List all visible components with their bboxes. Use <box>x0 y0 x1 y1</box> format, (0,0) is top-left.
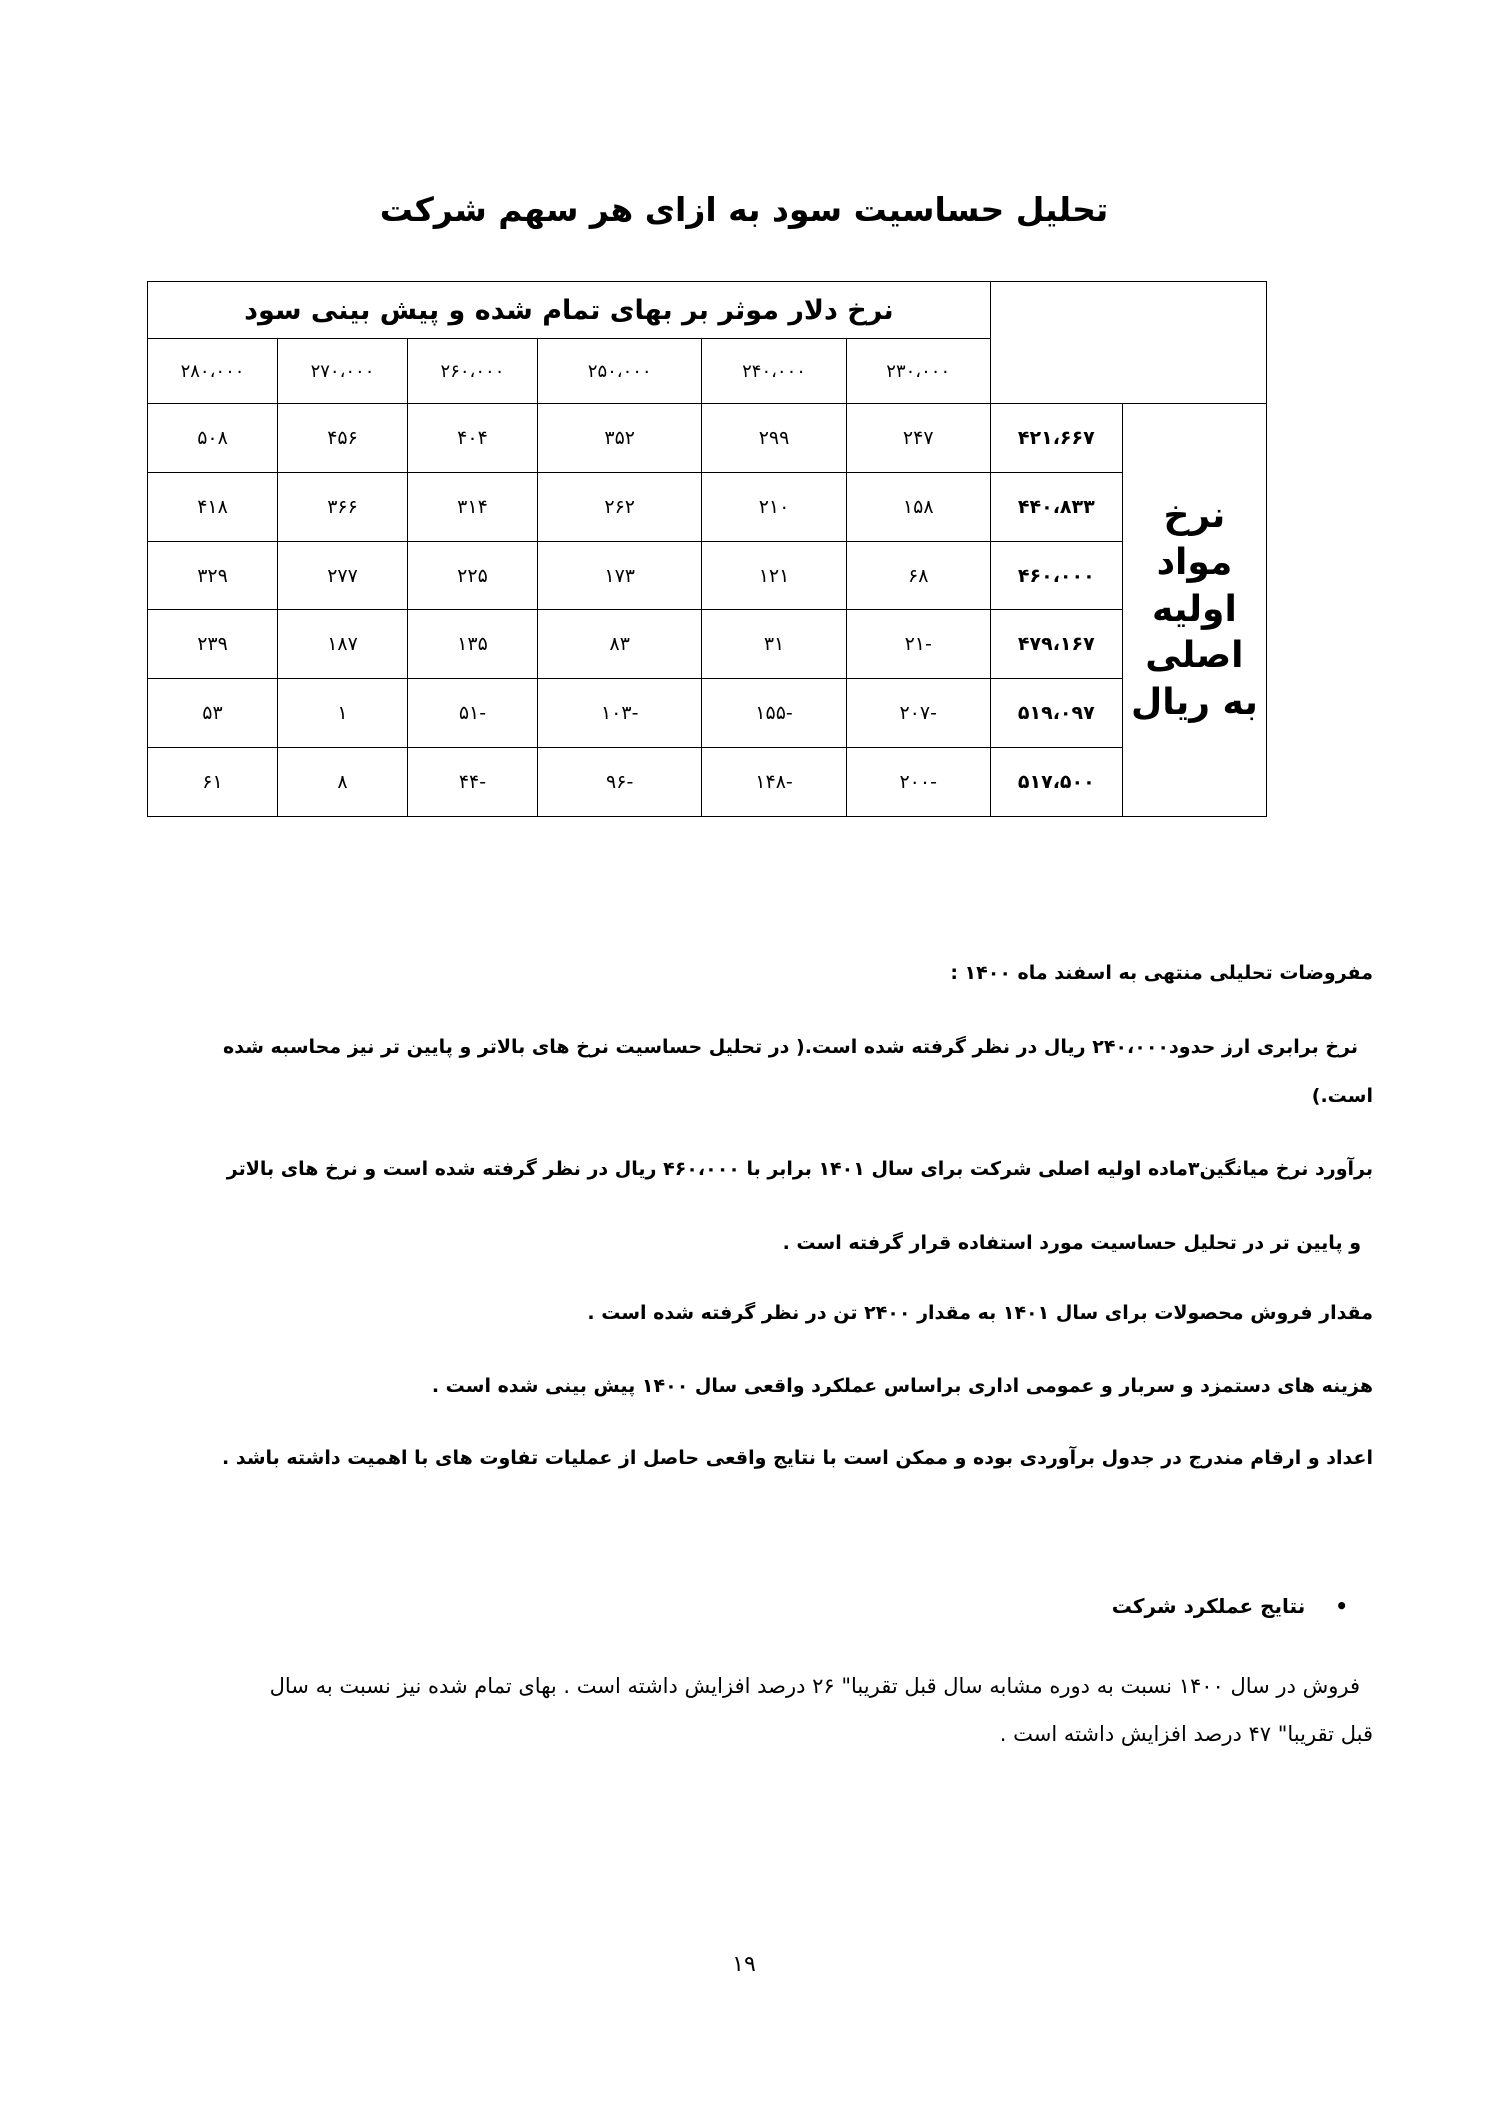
table-cell: ۳۱۴ <box>407 472 537 541</box>
row-label: ۴۲۱،۶۶۷ <box>990 404 1122 473</box>
column-header: ۲۵۰،۰۰۰ <box>537 339 701 404</box>
table-cell: ۴۰۴ <box>407 404 537 473</box>
table-cell: -۱۰۳ <box>537 679 701 748</box>
table-cell: ۳۱ <box>702 610 846 679</box>
table-row <box>148 541 1267 610</box>
table-cell: ۲۷۷ <box>278 541 408 610</box>
table-cell: ۳۶۶ <box>278 472 408 541</box>
table-cell: ۴۱۸ <box>148 472 278 541</box>
table-cell: ۲۴۷ <box>846 404 990 473</box>
table-cell: ۸ <box>278 748 408 817</box>
table-row <box>148 610 1267 679</box>
page-title: تحلیل حساسیت سود به ازای هر سهم شرکت <box>379 190 1109 229</box>
table-cell: -۱۴۸ <box>702 748 846 817</box>
assumption-raw-material-rate: برآورد نرخ میانگین۳ماده اولیه اصلی شرکت برای سال ۱۴۰۱ برابر با ۴۶۰،۰۰۰ ریال در نظر گرفته شده است و نرخ های بالاتر <box>226 1158 1373 1180</box>
table-cell: -۹۶ <box>537 748 701 817</box>
page-number: ۱۹ <box>732 1952 756 1977</box>
assumption-disclaimer: اعداد و ارقام مندرج در جدول برآوردی بوده و ممکن است با نتایج واقعی حاصل از عملیات تفاوت های با اهمیت داشته باشد . <box>222 1447 1373 1469</box>
side-label-line: نرخ <box>1163 495 1226 536</box>
table-cell: ۱۷۳ <box>537 541 701 610</box>
table-cell: ۲۹۹ <box>702 404 846 473</box>
raw-material-rate-label <box>1122 404 1266 817</box>
table-corner-cell <box>990 282 1266 404</box>
table-cell: ۵۳ <box>148 679 278 748</box>
table-cell: ۲۶۲ <box>537 472 701 541</box>
table-cell: -۵۱ <box>407 679 537 748</box>
table-cell: ۲۱۰ <box>702 472 846 541</box>
assumption-overhead-costs: هزینه های دستمزد و سربار و عمومی اداری براساس عملکرد واقعی سال ۱۴۰۰ پیش بینی شده است . <box>431 1375 1373 1397</box>
side-label-line: به ریال <box>1130 682 1258 724</box>
column-header: ۲۶۰،۰۰۰ <box>407 339 537 404</box>
results-heading: نتایج عملکرد شرکت <box>1111 1594 1306 1618</box>
assumption-raw-material-rate-cont: و پایین تر در تحلیل حساسیت مورد استفاده قرار گرفته است . <box>782 1232 1361 1254</box>
table-cell: ۶۸ <box>846 541 990 610</box>
row-label: ۵۱۷،۵۰۰ <box>990 748 1122 817</box>
side-label-line: اولیه <box>1152 588 1237 630</box>
table-cell: ۲۳۹ <box>148 610 278 679</box>
table-cell: ۸۳ <box>537 610 701 679</box>
table-cell: -۲۱ <box>846 610 990 679</box>
table-cell: ۱۵۸ <box>846 472 990 541</box>
row-label: ۴۴۰،۸۳۳ <box>990 472 1122 541</box>
results-heading-line <box>1112 1594 1348 1618</box>
column-header: ۲۴۰،۰۰۰ <box>702 339 846 404</box>
table-cell: -۲۰۷ <box>846 679 990 748</box>
bullet-icon: • <box>1335 1594 1348 1618</box>
table-row <box>148 472 1267 541</box>
assumptions-heading: مفروضات تحلیلی منتهی به اسفند ماه ۱۴۰۰ : <box>950 962 1373 984</box>
side-label-line: اصلی <box>1145 635 1244 677</box>
row-label: ۴۷۹،۱۶۷ <box>990 610 1122 679</box>
table-cell: ۱۳۵ <box>407 610 537 679</box>
assumption-exchange-rate: نرخ برابری ارز حدود۲۴۰،۰۰۰ ریال در نظر گرفته شده است.( در تحلیل حساسیت نرخ های بالاتر و پایین تر نیز محاسبه شده <box>223 1036 1358 1058</box>
table-cell: ۱۲۱ <box>702 541 846 610</box>
column-header: ۲۳۰،۰۰۰ <box>846 339 990 404</box>
table-cell: -۲۰۰ <box>846 748 990 817</box>
table-cell: ۲۲۵ <box>407 541 537 610</box>
table-cell: -۴۴ <box>407 748 537 817</box>
sensitivity-table <box>147 281 1267 817</box>
table-cell: ۶۱ <box>148 748 278 817</box>
table-row <box>148 748 1267 817</box>
dollar-rate-group-header: نرخ دلار موثر بر بهای تمام شده و پیش بینی سود <box>148 282 991 339</box>
assumption-exchange-rate-cont: است.) <box>1311 1085 1373 1107</box>
table-cell: ۴۵۶ <box>278 404 408 473</box>
row-label: ۵۱۹،۰۹۷ <box>990 679 1122 748</box>
side-label-line: مواد <box>1156 541 1233 583</box>
table-cell: ۱۸۷ <box>278 610 408 679</box>
results-text-line-1: فروش در سال ۱۴۰۰ نسبت به دوره مشابه سال قبل تقریبا" ۲۶ درصد افزایش داشته است . بهای تمام شده نیز نسبت به سال <box>269 1674 1360 1698</box>
assumption-sales-volume: مقدار فروش محصولات برای سال ۱۴۰۱ به مقدار ۲۴۰۰ تن در نظر گرفته شده است . <box>587 1302 1373 1324</box>
table-cell: ۳۵۲ <box>537 404 701 473</box>
table-cell: -۱۵۵ <box>702 679 846 748</box>
table-row <box>148 404 1267 473</box>
results-text-line-2: قبل تقریبا" ۴۷ درصد افزایش داشته است . <box>999 1722 1373 1746</box>
table-row <box>148 679 1267 748</box>
table-cell: ۳۲۹ <box>148 541 278 610</box>
table-cell: ۱ <box>278 679 408 748</box>
row-label: ۴۶۰،۰۰۰ <box>990 541 1122 610</box>
table-cell: ۵۰۸ <box>148 404 278 473</box>
column-header: ۲۸۰،۰۰۰ <box>148 339 278 404</box>
column-header: ۲۷۰،۰۰۰ <box>278 339 408 404</box>
